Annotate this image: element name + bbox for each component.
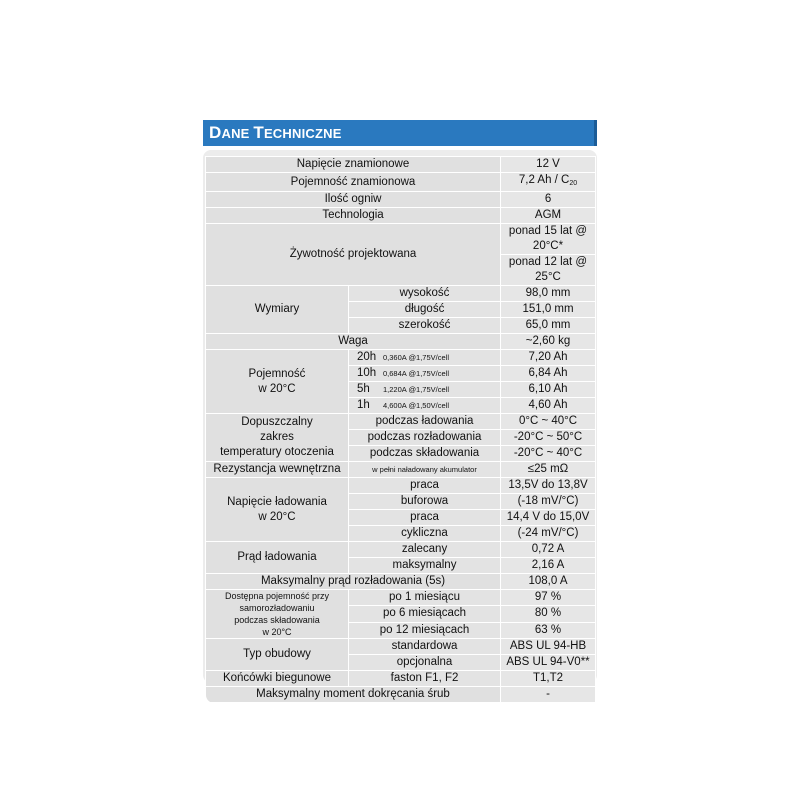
row-label: Technologia <box>206 208 501 224</box>
sub-label: cykliczna <box>349 526 501 542</box>
table-row <box>206 208 596 224</box>
sub-label: podczas składowania <box>349 446 501 462</box>
row-label: Pojemność znamionowa <box>206 173 501 192</box>
table-row <box>206 574 596 590</box>
group-label: Typ obudowy <box>206 639 349 671</box>
row-value: 4,60 Ah <box>501 398 596 414</box>
condition-text: 4,600A @1,50V/cell <box>383 401 449 410</box>
hours-label: 20h <box>357 351 377 363</box>
sub-label: w pełni naładowany akumulator <box>349 462 501 478</box>
table-row <box>206 478 596 494</box>
table-row <box>206 334 596 350</box>
row-value: 108,0 A <box>501 574 596 590</box>
row-label: Maksymalny moment dokręcania śrub <box>206 687 501 703</box>
row-value: 97 % <box>501 590 596 606</box>
row-value: 98,0 mm <box>501 286 596 302</box>
sub-label: maksymalny <box>349 558 501 574</box>
row-value: 14,4 V do 15,0V <box>501 510 596 526</box>
row-label: Waga <box>206 334 501 350</box>
table-row <box>206 414 596 430</box>
sub-label: zalecany <box>349 542 501 558</box>
table-row <box>206 286 596 302</box>
table-row <box>206 462 596 478</box>
group-label-line: zakres <box>260 431 294 443</box>
sub-label: długość <box>349 302 501 318</box>
group-label <box>206 414 349 462</box>
group-label-line: w 20°C <box>258 382 296 395</box>
row-value: 12 V <box>501 157 596 173</box>
row-value: - <box>501 687 596 703</box>
hours-label: 1h <box>357 399 370 411</box>
group-label <box>206 590 349 639</box>
table-row <box>206 542 596 558</box>
title-text: ECHNICZNE <box>263 126 342 141</box>
row-value: 6,84 Ah <box>501 366 596 382</box>
header-accent <box>594 120 597 146</box>
group-label-line: Dopuszczalny <box>241 416 313 428</box>
group-label-line: Dostępna pojemność przy <box>224 591 330 601</box>
row-value: 0°C ~ 40°C <box>501 414 596 430</box>
group-label: Prąd ładowania <box>206 542 349 574</box>
row-value: 13,5V do 13,8V <box>501 478 596 494</box>
sub-label: po 1 miesiącu <box>349 590 501 606</box>
row-value: 2,16 A <box>501 558 596 574</box>
condition-text: 0,360A @1,75V/cell <box>383 353 449 362</box>
row-value: 7,20 Ah <box>501 350 596 366</box>
condition-text: 1,220A @1,75V/cell <box>383 385 449 394</box>
row-value: ponad 15 lat @ 20°C* <box>501 224 596 255</box>
sub-label <box>349 398 501 414</box>
group-label-line: temperatury otoczenia <box>220 446 334 458</box>
table-row <box>206 157 596 173</box>
value-text: 7,2 Ah / C <box>518 174 570 186</box>
sub-label: podczas ładowania <box>349 414 501 430</box>
row-label: Końcówki biegunowe <box>206 671 349 687</box>
sub-label: po 12 miesiącach <box>349 622 501 638</box>
sub-label: buforowa <box>349 494 501 510</box>
group-label: Wymiary <box>206 286 349 334</box>
row-value: -20°C ~ 40°C <box>501 446 596 462</box>
sub-label: standardowa <box>349 639 501 655</box>
row-value: 151,0 mm <box>501 302 596 318</box>
sub-label: praca <box>349 510 501 526</box>
row-label: Maksymalny prąd rozładowania (5s) <box>206 574 501 590</box>
row-value: 6,10 Ah <box>501 382 596 398</box>
row-value: AGM <box>501 208 596 224</box>
row-value: (-18 mV/°C) <box>501 494 596 510</box>
row-value: ponad 12 lat @ 25°C <box>501 255 596 286</box>
table-row <box>206 671 596 687</box>
row-value: 0,72 A <box>501 542 596 558</box>
sub-label: wysokość <box>349 286 501 302</box>
group-label <box>206 350 349 414</box>
title-text: D <box>209 123 222 142</box>
row-value: ABS UL 94-V0** <box>501 655 596 671</box>
section-header <box>203 120 597 146</box>
row-value: ~2,60 kg <box>501 334 596 350</box>
row-label: Żywotność projektowana <box>206 224 501 286</box>
group-label-line: w 20°C <box>258 510 296 523</box>
spec-table <box>205 156 596 703</box>
table-row <box>206 590 596 606</box>
group-label-line: Napięcie ładowania <box>227 495 327 508</box>
row-value: 6 <box>501 192 596 208</box>
row-label: Rezystancja wewnętrzna <box>206 462 349 478</box>
table-row <box>206 350 596 366</box>
group-label-line: samorozładowaniu <box>239 603 315 613</box>
table-row <box>206 224 596 255</box>
sub-label: po 6 miesiącach <box>349 606 501 622</box>
table-row <box>206 687 596 703</box>
row-value: 80 % <box>501 606 596 622</box>
title-text: T <box>253 123 264 142</box>
sub-label: praca <box>349 478 501 494</box>
row-value <box>501 173 596 192</box>
row-label: Ilość ogniw <box>206 192 501 208</box>
row-label: Napięcie znamionowe <box>206 157 501 173</box>
sub-label: faston F1, F2 <box>349 671 501 687</box>
row-value: ABS UL 94-HB <box>501 639 596 655</box>
sub-label: szerokość <box>349 318 501 334</box>
sub-label <box>349 366 501 382</box>
group-label <box>206 478 349 542</box>
group-label-line: Pojemność <box>248 367 306 380</box>
row-value: -20°C ~ 50°C <box>501 430 596 446</box>
table-row <box>206 639 596 655</box>
table-row <box>206 173 596 192</box>
group-label-line: w 20°C <box>262 627 292 637</box>
group-label-line: podczas składowania <box>234 615 320 625</box>
title-text: ANE <box>221 126 254 141</box>
sub-label <box>349 382 501 398</box>
row-value: ≤25 mΩ <box>501 462 596 478</box>
sub-label: podczas rozładowania <box>349 430 501 446</box>
row-value: T1,T2 <box>501 671 596 687</box>
value-subscript: 20 <box>569 180 578 187</box>
condition-text: 0,684A @1,75V/cell <box>383 369 449 378</box>
hours-label: 5h <box>357 383 370 395</box>
row-value: 65,0 mm <box>501 318 596 334</box>
table-row <box>206 192 596 208</box>
row-value: 63 % <box>501 622 596 638</box>
sub-label <box>349 350 501 366</box>
row-value: (-24 mV/°C) <box>501 526 596 542</box>
sub-label: opcjonalna <box>349 655 501 671</box>
hours-label: 10h <box>357 367 377 379</box>
